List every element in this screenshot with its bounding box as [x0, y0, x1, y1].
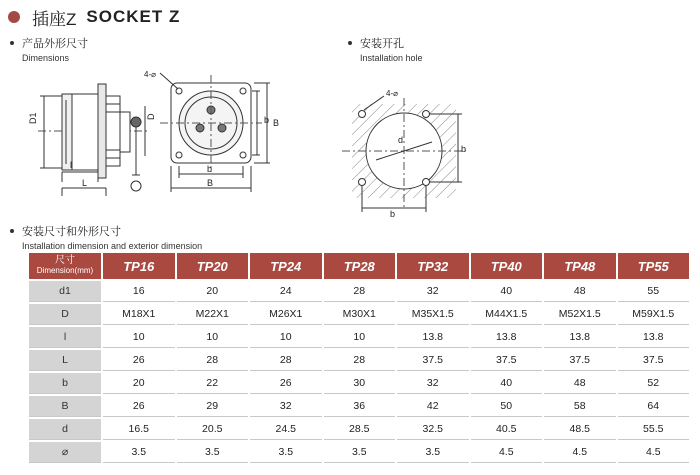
table-cell: 20.5 [177, 419, 249, 440]
table-cell: 3.5 [250, 442, 322, 463]
table-cell: 32 [397, 373, 469, 394]
table-cell: 28.5 [324, 419, 396, 440]
row-header: D [29, 304, 101, 325]
section-title-en: Installation hole [360, 53, 423, 63]
section-title-cn: 产品外形尺寸 [22, 38, 88, 50]
table-corner-header [29, 253, 101, 279]
table-row [29, 419, 689, 440]
label-b-horizontal: b [207, 164, 213, 174]
table-cell: 26 [250, 373, 322, 394]
table-cell: M30X1 [324, 304, 396, 325]
table-cell: 24 [250, 281, 322, 302]
table-row [29, 281, 689, 302]
table-cell: 16 [103, 281, 175, 302]
label-d1: D1 [28, 112, 38, 124]
corner-label-cn: 尺寸 [55, 255, 75, 266]
table-cell: M22X1 [177, 304, 249, 325]
page-title-cn: 插座Z [32, 9, 77, 29]
table-cell: 48 [544, 281, 616, 302]
table-row [29, 442, 689, 463]
label-b-vertical: b [264, 115, 270, 125]
section-title-cn: 安装开孔 [360, 38, 404, 50]
table-cell: 55.5 [618, 419, 690, 440]
dimension-table [27, 251, 691, 465]
bullet-icon [10, 229, 14, 233]
table-cell: 36 [324, 396, 396, 417]
label-B-horizontal: B [207, 178, 214, 188]
label-L: L [82, 178, 88, 188]
table-cell: 22 [177, 373, 249, 394]
table-cell: 28 [177, 350, 249, 371]
table-cell: 3.5 [324, 442, 396, 463]
table-cell: 55 [618, 281, 690, 302]
table-cell: 40.5 [471, 419, 543, 440]
table-cell: 13.8 [544, 327, 616, 348]
column-header: TP16 [103, 253, 175, 279]
table-cell: 37.5 [544, 350, 616, 371]
table-cell: 4.5 [618, 442, 690, 463]
table-row [29, 350, 689, 371]
table-cell: 20 [103, 373, 175, 394]
table-cell: 13.8 [471, 327, 543, 348]
column-header: TP40 [471, 253, 543, 279]
column-header: TP48 [544, 253, 616, 279]
row-header: d [29, 419, 101, 440]
section-title-en: Dimensions [22, 53, 70, 63]
section-title-en: Installation dimension and exterior dimension [22, 241, 203, 251]
column-header: TP28 [324, 253, 396, 279]
table-cell: 13.8 [397, 327, 469, 348]
label-b-install-h: b [390, 209, 396, 219]
label-b-install-v: b [461, 144, 467, 154]
label-holes-install: 4-⌀ [386, 89, 398, 98]
row-header: l [29, 327, 101, 348]
column-header: TP55 [618, 253, 690, 279]
table-cell: 42 [397, 396, 469, 417]
table-cell: 28 [324, 350, 396, 371]
label-holes: 4-⌀ [144, 70, 156, 79]
table-row [29, 304, 689, 325]
table-cell: M35X1.5 [397, 304, 469, 325]
section-title-cn: 安装尺寸和外形尺寸 [22, 226, 121, 238]
table-cell: 26 [103, 350, 175, 371]
table-cell: 52 [618, 373, 690, 394]
table-cell: M59X1.5 [618, 304, 690, 325]
table-cell: 48.5 [544, 419, 616, 440]
column-header: TP20 [177, 253, 249, 279]
table-cell: 24.5 [250, 419, 322, 440]
table-cell: 37.5 [618, 350, 690, 371]
dimension-drawing [0, 0, 700, 230]
table-cell: M44X1.5 [471, 304, 543, 325]
table-cell: M26X1 [250, 304, 322, 325]
table-row [29, 373, 689, 394]
column-header: TP32 [397, 253, 469, 279]
front-view [160, 73, 270, 192]
table-cell: M18X1 [103, 304, 175, 325]
table-cell: 30 [324, 373, 396, 394]
column-header: TP24 [250, 253, 322, 279]
table-row [29, 396, 689, 417]
table-cell: 3.5 [177, 442, 249, 463]
label-B-vertical: B [273, 118, 280, 128]
table-cell: 28 [250, 350, 322, 371]
table-cell: 32 [250, 396, 322, 417]
table-cell: 37.5 [397, 350, 469, 371]
table-header-row [29, 253, 689, 279]
table-cell: 32 [397, 281, 469, 302]
row-header: d1 [29, 281, 101, 302]
table-body [29, 281, 689, 463]
side-view [38, 84, 150, 196]
table-cell: 50 [471, 396, 543, 417]
table-cell: 13.8 [618, 327, 690, 348]
row-header: ⌀ [29, 442, 101, 463]
table-cell: 4.5 [471, 442, 543, 463]
table-cell: 20 [177, 281, 249, 302]
table-cell: 32.5 [397, 419, 469, 440]
table-row [29, 327, 689, 348]
table-cell: 48 [544, 373, 616, 394]
page-title-en: SOCKET Z [86, 7, 181, 26]
row-header: L [29, 350, 101, 371]
table-cell: 26 [103, 396, 175, 417]
table-cell: 16.5 [103, 419, 175, 440]
label-l: l [70, 160, 72, 170]
install-hole-view [342, 96, 466, 212]
table-cell: 10 [103, 327, 175, 348]
table-cell: 64 [618, 396, 690, 417]
table-cell: 40 [471, 373, 543, 394]
table-cell: 37.5 [471, 350, 543, 371]
label-D: D [146, 113, 156, 120]
label-d: d [398, 135, 404, 145]
table-cell: 10 [177, 327, 249, 348]
section-table [10, 222, 202, 251]
table-cell: 28 [324, 281, 396, 302]
table-cell: 3.5 [103, 442, 175, 463]
table-cell: M52X1.5 [544, 304, 616, 325]
corner-label-en: Dimension(mm) [36, 266, 94, 275]
table-cell: 58 [544, 396, 616, 417]
row-header: B [29, 396, 101, 417]
table-cell: 40 [471, 281, 543, 302]
row-header: b [29, 373, 101, 394]
table-cell: 3.5 [397, 442, 469, 463]
table-cell: 29 [177, 396, 249, 417]
table-cell: 10 [324, 327, 396, 348]
table-cell: 10 [250, 327, 322, 348]
table-cell: 4.5 [544, 442, 616, 463]
